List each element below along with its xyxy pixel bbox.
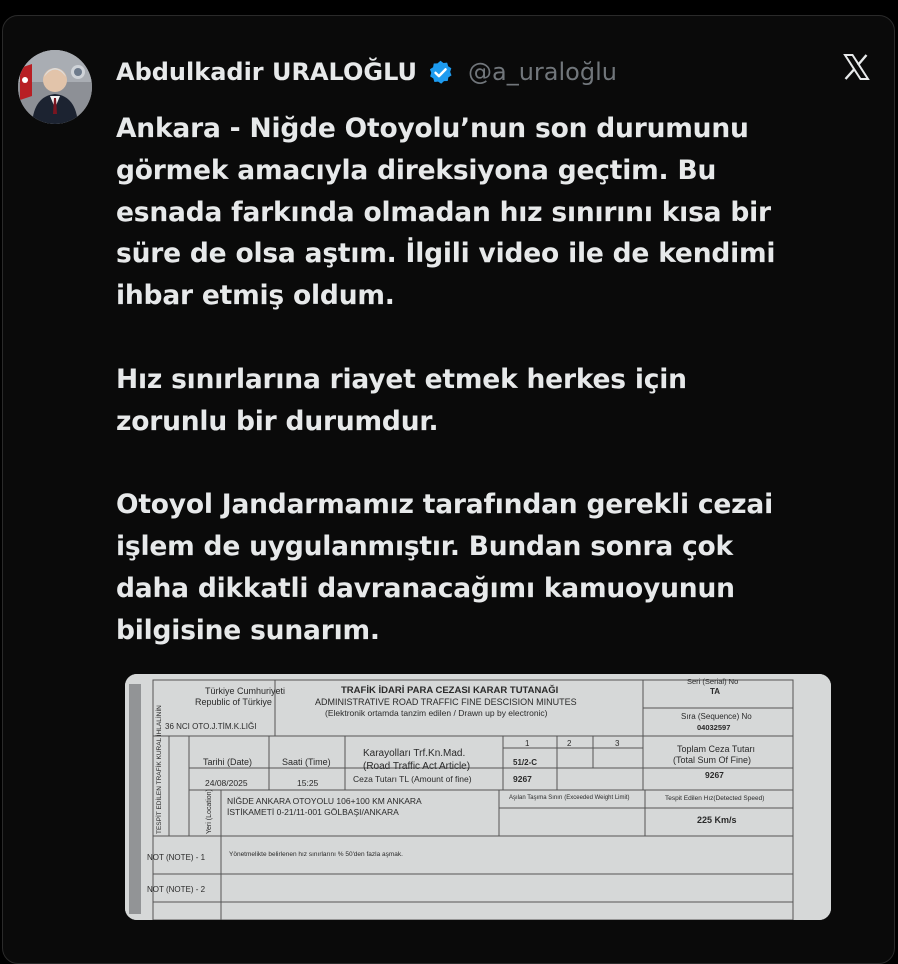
doc-time-label: Saati (Time) xyxy=(282,757,331,767)
doc-col-1: 1 xyxy=(525,739,530,748)
doc-location-line-2: İSTİKAMETİ 0-21/11-001 GÖLBAŞI/ANKARA xyxy=(227,807,399,817)
doc-serial-value: TA xyxy=(710,687,721,696)
tweet-paragraph: Otoyol Jandarmamız tarafından gerekli cezai işlem de uygulanmıştır. Bundan sonra çok daha dikkatli davranacağımı kamuoyunun bilgisine sunarım. xyxy=(116,489,773,646)
doc-sequence-label: Sıra (Sequence) No xyxy=(681,712,752,721)
tweet-paragraph: Hız sınırlarına riayet etmek herkes için zorunlu bir durumdur. xyxy=(116,363,687,437)
doc-republic-tr: Türkiye Cumhuriyeti xyxy=(205,686,286,696)
tweet-card xyxy=(2,15,895,964)
author-handle[interactable]: @a_uraloğlu xyxy=(468,58,617,86)
profile-photo-icon xyxy=(18,50,92,124)
doc-unit: 36 NCI OTO.J.TİM.K.LIĞI xyxy=(165,722,257,731)
doc-subtitle-2: (Elektronik ortamda tanzim edilen / Drawn up by electronic) xyxy=(325,708,548,718)
doc-col-2: 2 xyxy=(567,739,572,748)
doc-weight-label: Aşılan Taşıma Sınırı (Exceeded Weight Limit) xyxy=(509,795,630,801)
doc-speed-value: 225 Km/s xyxy=(697,815,737,825)
tweet-header xyxy=(116,52,617,92)
doc-title: TRAFİK İDARİ PARA CEZASI KARAR TUTANAĞI xyxy=(341,685,559,696)
doc-total-label-2: (Total Sum Of Fine) xyxy=(673,755,752,765)
fine-document-image[interactable] xyxy=(125,674,831,920)
doc-total-value: 9267 xyxy=(705,770,724,780)
doc-date-value: 24/08/2025 xyxy=(205,778,248,788)
doc-article-label-2: (Road Traffic Act Article) xyxy=(363,761,471,772)
x-logo-icon[interactable] xyxy=(841,52,871,82)
doc-amount-label: Ceza Tutarı TL (Amount of fine) xyxy=(353,774,472,784)
doc-subtitle: ADMINISTRATIVE ROAD TRAFFIC FINE DESCISION MINUTES xyxy=(315,697,577,707)
doc-note1-text: Yönetmelikte belirlenen hız sınırlarını % 50'den fazla aşmak. xyxy=(229,851,403,858)
doc-col-3: 3 xyxy=(615,739,620,748)
doc-date-label: Tarihi (Date) xyxy=(203,757,253,767)
doc-location-label: Yeri (Location) xyxy=(206,789,213,834)
doc-article-label-1: Karayolları Trf.Kn.Mad. xyxy=(363,748,466,759)
doc-note1-label: NOT (NOTE) - 1 xyxy=(147,853,206,862)
doc-republic-en: Republic of Türkiye xyxy=(195,697,272,707)
doc-side-label: TESPİT EDİLEN TRAFİK KURAL İHLALİNİN xyxy=(156,705,163,834)
avatar[interactable] xyxy=(18,50,92,124)
doc-sequence-value: 04032597 xyxy=(697,723,731,732)
fine-document-photo xyxy=(125,674,831,920)
doc-location-line-1: NİĞDE ANKARA OTOYOLU 106+100 KM ANKARA xyxy=(227,796,422,806)
doc-article-value: 51/2-C xyxy=(513,758,538,767)
tweet-paragraph: Ankara - Niğde Otoyolu’nun son durumunu görmek amacıyla direksiyona geçtim. Bu esnada farkında olmadan hız sınırını kısa bir süre de olsa aştım. İlgili video ile de kendimi ihbar etmiş oldum. xyxy=(116,113,776,312)
author-name[interactable]: Abdulkadir URALOĞLU xyxy=(116,58,418,86)
doc-total-label-1: Toplam Ceza Tutarı xyxy=(677,744,756,754)
doc-time-value: 15:25 xyxy=(297,778,319,788)
verified-badge-icon xyxy=(427,59,454,86)
doc-note2-label: NOT (NOTE) - 2 xyxy=(147,885,206,894)
doc-amount-value: 9267 xyxy=(513,774,532,784)
doc-speed-label: Tespit Edilen Hız(Detected Speed) xyxy=(665,795,765,802)
tweet-text xyxy=(116,108,856,651)
doc-serial-label: Seri (Serial) No xyxy=(687,677,739,686)
